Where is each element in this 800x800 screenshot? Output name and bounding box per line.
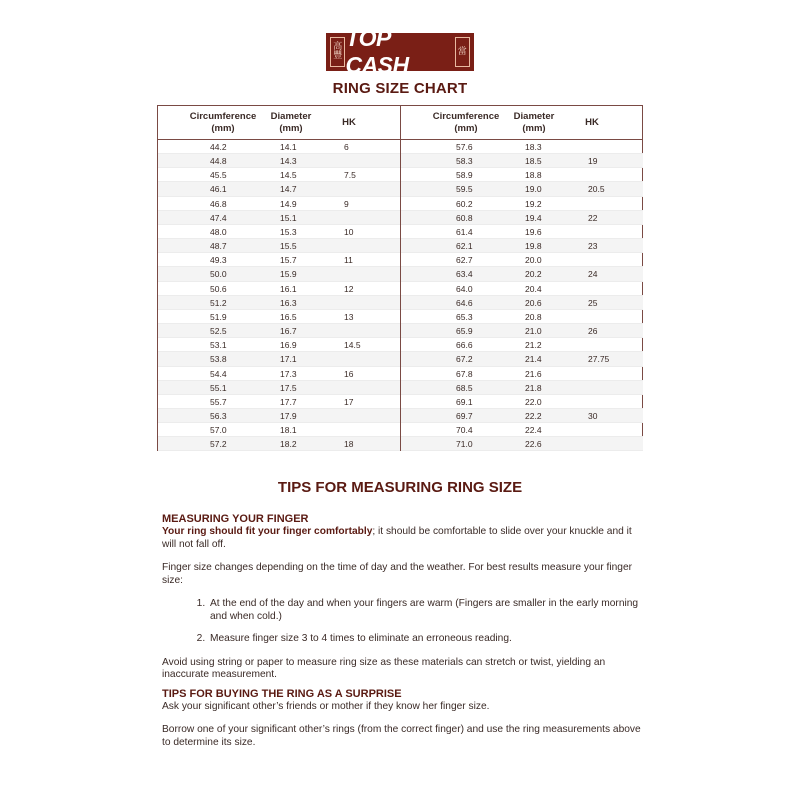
header-text: Circumference [432,111,500,122]
cell-diameter: 15.9 [280,269,297,280]
cell-circumference: 46.1 [210,184,227,195]
cell-circumference: 69.1 [456,396,473,407]
cell-circumference: 59.5 [456,184,473,195]
cell-hk: 19 [588,156,598,167]
cell-hk: 27.75 [588,354,610,365]
cell-circumference: 46.8 [210,198,227,209]
cell-diameter: 22.4 [525,425,542,436]
cell-circumference: 57.6 [456,142,473,152]
header-text: Circumference [189,111,257,122]
table-row [401,423,643,437]
cell-diameter: 14.7 [280,184,297,195]
cell-hk: 17 [344,396,354,407]
table-row [158,154,400,168]
tips-section [162,513,642,749]
fit-rest-text: ; it should be comfortable to slide over your knuckle and it will not fall off. [162,526,632,550]
table-row [158,423,400,437]
cell-circumference: 48.0 [210,226,227,237]
cell-circumference: 53.8 [210,354,227,365]
cell-diameter: 21.4 [525,354,542,365]
table-row [401,338,643,352]
cell-circumference: 44.2 [210,142,227,152]
table-row [158,182,400,196]
cell-diameter: 19.4 [525,212,542,223]
cell-circumference: 65.3 [456,311,473,322]
measure-list [162,598,642,646]
cell-diameter: 16.1 [280,283,297,294]
cell-diameter: 15.1 [280,212,297,223]
cell-circumference: 53.1 [210,340,227,351]
cell-diameter: 17.9 [280,410,297,421]
cell-circumference: 47.4 [210,212,227,223]
cell-circumference: 69.7 [456,410,473,421]
seal-char: 豐 [333,51,343,61]
cell-diameter: 14.3 [280,156,297,167]
table-row [158,140,400,154]
cell-circumference: 65.9 [456,326,473,337]
header-hk: HK [342,117,356,128]
cell-circumference: 70.4 [456,425,473,436]
header-text: Diameter [513,111,555,122]
cell-hk: 22 [588,212,598,223]
table-row [401,367,643,381]
table-row [158,211,400,225]
table-row [401,140,643,154]
header-circumference [178,111,268,135]
cell-hk: 24 [588,269,598,280]
chart-title: RING SIZE CHART [332,80,468,97]
cell-diameter: 15.5 [280,241,297,252]
table-row [401,352,643,366]
cell-circumference: 51.2 [210,297,227,308]
cell-circumference: 56.3 [210,410,227,421]
table-row [401,168,643,182]
cell-circumference: 67.2 [456,354,473,365]
avoid-paragraph: Avoid using string or paper to measure ring size as these materials can stretch or twist, yielding an inaccurate measurement. [162,656,606,680]
table-header [158,106,400,140]
cell-diameter: 17.1 [280,354,297,365]
cell-diameter: 14.5 [280,170,297,181]
header-unit: (mm) [211,123,235,134]
cell-diameter: 18.2 [280,439,297,450]
cell-circumference: 62.7 [456,255,473,266]
header-hk: HK [585,117,599,128]
cell-hk: 11 [344,255,353,266]
table-row [401,267,643,281]
table-row [401,409,643,423]
cell-hk: 6 [344,142,349,152]
cell-diameter: 17.3 [280,368,297,379]
logo-seal-right [455,37,470,67]
cell-circumference: 71.0 [456,439,473,450]
cell-hk: 7.5 [344,170,356,181]
cell-circumference: 57.0 [210,425,227,436]
cell-diameter: 19.2 [525,198,542,209]
cell-diameter: 20.2 [525,269,542,280]
cell-diameter: 20.6 [525,297,542,308]
cell-hk: 12 [344,283,354,294]
table-row [158,437,400,451]
cell-diameter: 20.0 [525,255,542,266]
table-row [401,225,643,239]
cell-diameter: 16.5 [280,311,297,322]
list-item: 1. At the end of the day and when your fingers are warm (Fingers are smaller in the early morning and when cold.) [208,598,642,623]
logo-seal-left [330,37,345,67]
cell-diameter: 16.3 [280,297,297,308]
cell-diameter: 15.3 [280,226,297,237]
header-circumference [421,111,511,135]
cell-diameter: 21.8 [525,382,542,393]
cell-circumference: 44.8 [210,156,227,167]
table-row [401,197,643,211]
table-row [401,154,643,168]
cell-diameter: 18.8 [525,170,542,181]
cell-circumference: 57.2 [210,439,227,450]
table-row [401,211,643,225]
header-diameter [263,111,319,135]
cell-circumference: 55.7 [210,396,227,407]
table-row [158,197,400,211]
table-row [401,395,643,409]
table-row [158,352,400,366]
cell-diameter: 14.1 [280,142,297,152]
cell-hk: 13 [344,311,354,322]
cell-diameter: 22.2 [525,410,542,421]
table-row [401,282,643,296]
cell-diameter: 22.6 [525,439,542,450]
top-cash-logo [326,25,474,78]
table-left-half [158,106,400,450]
fit-paragraph [162,526,642,551]
cell-hk: 16 [344,368,354,379]
cell-hk: 14.5 [344,340,361,351]
cell-circumference: 45.5 [210,170,227,181]
table-row [401,253,643,267]
table-row [158,168,400,182]
header-unit: (mm) [522,123,546,134]
table-row [401,296,643,310]
table-right-half [401,106,643,450]
header-diameter [506,111,562,135]
table-row [158,381,400,395]
cell-circumference: 64.6 [456,297,473,308]
cell-circumference: 60.8 [456,212,473,223]
table-row [158,338,400,352]
fit-bold-text: Your ring should fit your finger comfortably [162,526,373,537]
cell-diameter: 16.7 [280,326,297,337]
table-row [401,239,643,253]
list-item: 2. Measure finger size 3 to 4 times to eliminate an erroneous reading. [208,633,642,646]
cell-diameter: 14.9 [280,198,297,209]
header-text: Diameter [270,111,312,122]
surprise-paragraph-2: Borrow one of your significant other’s rings (from the correct finger) and use the ring measurements above to determine its size. [162,724,641,748]
header-unit: (mm) [279,123,303,134]
table-row [158,324,400,338]
cell-circumference: 64.0 [456,283,473,294]
table-row [401,324,643,338]
cell-circumference: 50.0 [210,269,227,280]
cell-circumference: 52.5 [210,326,227,337]
cell-diameter: 18.1 [280,425,297,436]
cell-circumference: 50.6 [210,283,227,294]
cell-diameter: 18.3 [525,142,542,152]
table-row [401,182,643,196]
table-body-right [401,140,643,451]
finger-size-paragraph: Finger size changes depending on the time of day and the weather. For best results measure your finger size: [162,562,633,586]
cell-diameter: 17.7 [280,396,297,407]
cell-diameter: 18.5 [525,156,542,167]
table-row [401,310,643,324]
cell-circumference: 54.4 [210,368,227,379]
seal-char: 當 [457,46,467,57]
cell-circumference: 61.4 [456,226,473,237]
table-row [158,267,400,281]
cell-circumference: 49.3 [210,255,227,266]
cell-circumference: 55.1 [210,382,227,393]
table-header [401,106,643,140]
cell-hk: 20.5 [588,184,605,195]
table-row [158,310,400,324]
table-row [401,437,643,451]
cell-diameter: 22.0 [525,396,542,407]
cell-hk: 18 [344,439,354,450]
cell-diameter: 21.0 [525,326,542,337]
seal-char: 高 [333,42,343,52]
cell-circumference: 68.5 [456,382,473,393]
table-row [158,367,400,381]
cell-diameter: 20.8 [525,311,542,322]
header-unit: (mm) [454,123,478,134]
table-row [158,225,400,239]
cell-hk: 9 [344,198,349,209]
cell-circumference: 62.1 [456,241,473,252]
table-row [158,253,400,267]
cell-diameter: 21.6 [525,368,542,379]
cell-circumference: 48.7 [210,241,227,252]
surprise-paragraph-1: Ask your significant other’s friends or mother if they know her finger size. [162,700,490,712]
tips-title: TIPS FOR MEASURING RING SIZE [277,479,523,496]
cell-diameter: 17.5 [280,382,297,393]
cell-circumference: 58.3 [456,156,473,167]
cell-circumference: 51.9 [210,311,227,322]
measuring-heading: MEASURING YOUR FINGER [162,513,309,525]
table-body-left [158,140,400,451]
cell-diameter: 16.9 [280,340,297,351]
cell-diameter: 19.0 [525,184,542,195]
cell-circumference: 63.4 [456,269,473,280]
cell-circumference: 58.9 [456,170,473,181]
cell-diameter: 20.4 [525,283,542,294]
cell-diameter: 15.7 [280,255,297,266]
cell-hk: 30 [588,410,598,421]
cell-circumference: 67.8 [456,368,473,379]
table-row [158,395,400,409]
cell-diameter: 19.8 [525,241,542,252]
cell-diameter: 19.6 [525,226,542,237]
cell-hk: 26 [588,326,598,337]
cell-hk: 10 [344,226,354,237]
cell-circumference: 66.6 [456,340,473,351]
cell-diameter: 21.2 [525,340,542,351]
cell-circumference: 60.2 [456,198,473,209]
table-row [158,409,400,423]
table-row [158,239,400,253]
table-row [158,282,400,296]
cell-hk: 25 [588,297,598,308]
table-row [401,381,643,395]
surprise-heading: TIPS FOR BUYING THE RING AS A SURPRISE [162,687,402,700]
ring-size-table [157,105,643,451]
logo-wordmark: TOP CASH [345,25,409,78]
cell-hk: 23 [588,241,598,252]
table-row [158,296,400,310]
